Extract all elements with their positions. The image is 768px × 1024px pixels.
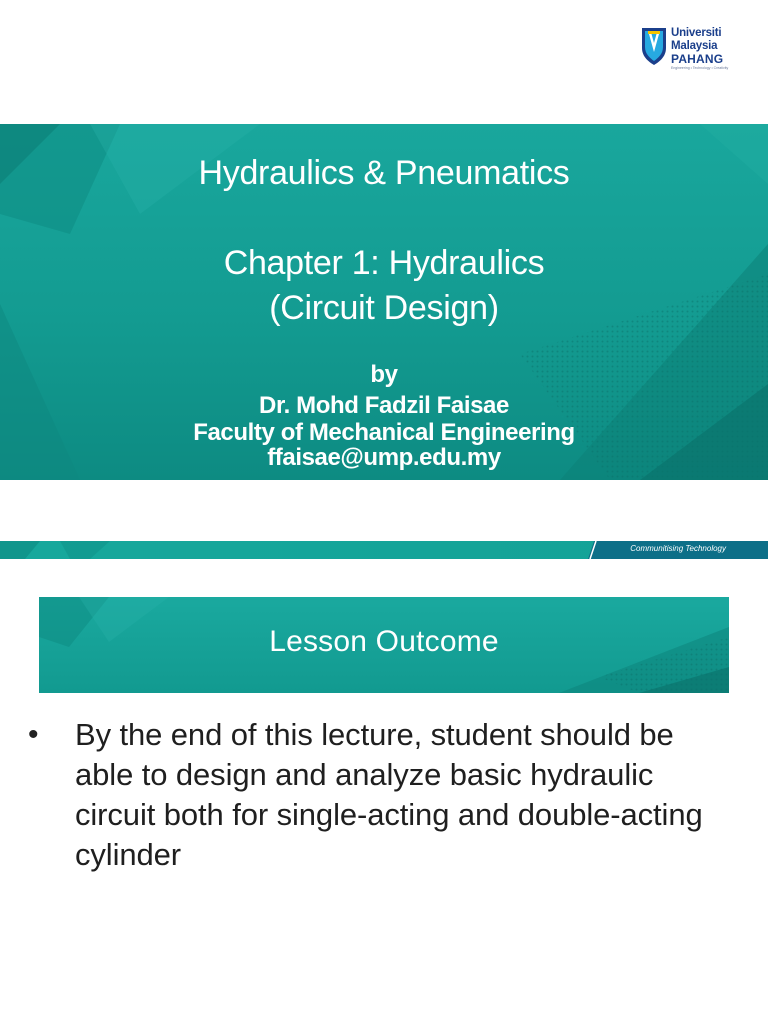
- logo-line-3: PAHANG: [671, 52, 724, 66]
- logo-line-2: Malaysia: [671, 39, 718, 52]
- course-title: Hydraulics & Pneumatics: [198, 154, 570, 192]
- lesson-outcome-banner: [39, 597, 729, 693]
- chapter-subtitle: (Circuit Design): [269, 289, 499, 327]
- slide-footer-strip: [0, 541, 768, 559]
- logo-wordmark: [671, 28, 728, 71]
- by-label: by: [370, 361, 398, 388]
- bullet-text: By the end of this lecture, student should be able to design and analyze basic hydraulic circuit both for single-acting and double-acting cylinder: [75, 717, 703, 872]
- logo-tagline: Engineering • Technology • Creativity: [671, 66, 729, 70]
- chapter-title: Chapter 1: Hydraulics: [223, 244, 545, 282]
- title-slide-banner: [0, 124, 768, 480]
- faculty-name: Faculty of Mechanical Engineering: [193, 419, 575, 446]
- university-logo: [640, 24, 740, 70]
- bullet-marker: •: [28, 718, 39, 751]
- author-email: ffaisae@ump.edu.my: [267, 444, 501, 471]
- lesson-outcome-heading: Lesson Outcome: [269, 625, 499, 658]
- shield-icon: [640, 26, 668, 66]
- author-name: Dr. Mohd Fadzil Faisae: [259, 392, 509, 419]
- footer-slogan: Communitising Technology: [630, 544, 726, 553]
- logo-line-1: Universiti: [671, 27, 722, 39]
